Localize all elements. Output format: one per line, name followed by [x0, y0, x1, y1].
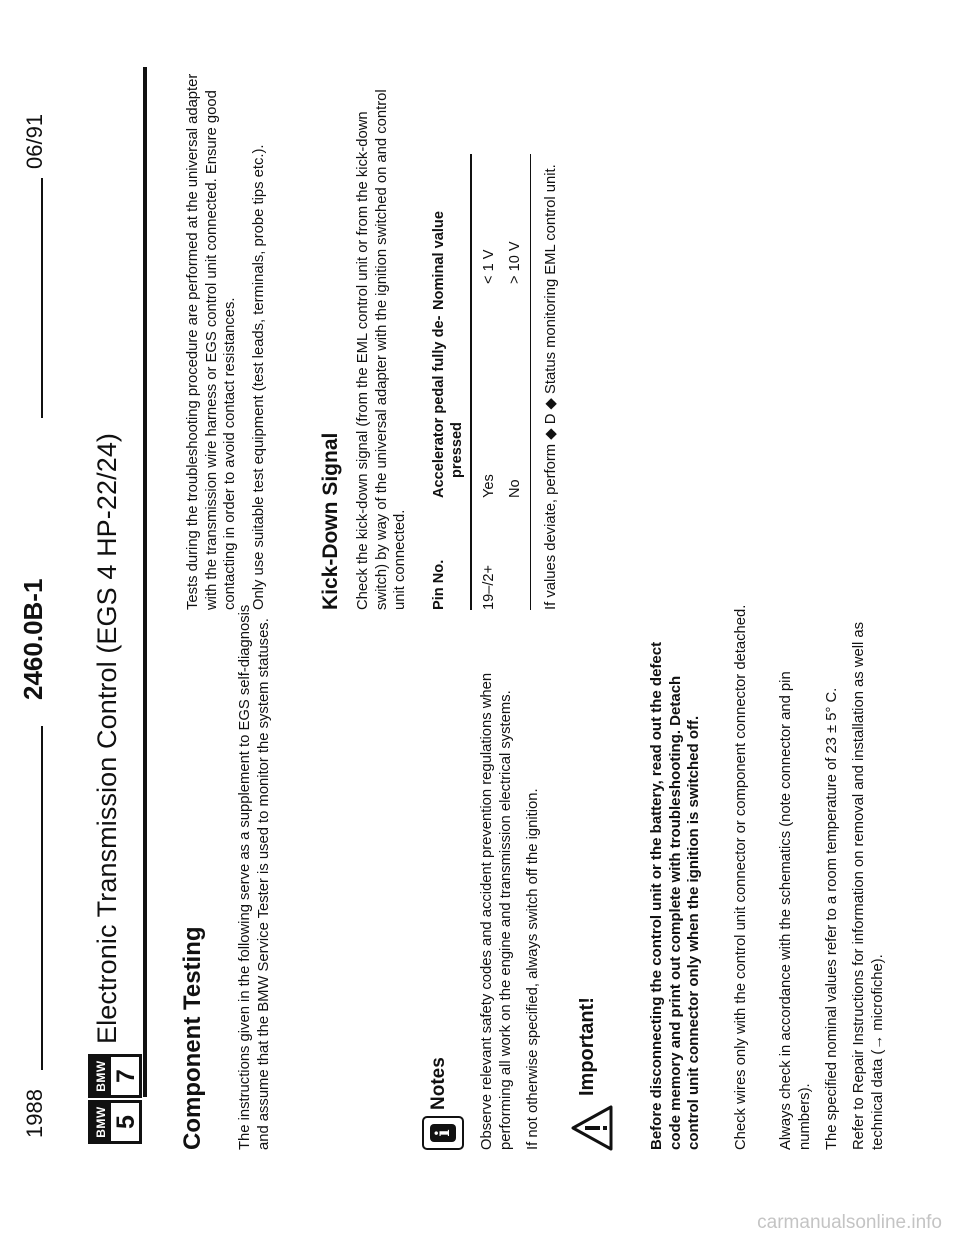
paragraph-equipment: Only use suitable test equipment (test leads, terminals, probe tips etc.). [251, 144, 267, 610]
paragraph-tests: Tests during the troubleshooting procedure are performed at the universal adapter with the transmission wire harness or EGS control unit connected. Ensure good contacting in order to avoid contact resistances. [185, 73, 238, 610]
bmw-7-badge [88, 1054, 142, 1098]
important-label: Important! [576, 997, 598, 1096]
pin-values-table [430, 154, 531, 610]
info-icon: i [422, 1116, 464, 1150]
paragraph-room-temperature: The specified nominal values refer to a room temperature of 23 ± 5° C. [824, 687, 840, 1150]
paragraph-kick-down: Check the kick-down signal (from the EML control unit or from the kick-down switch) by way of the universal adapter with the ignition switched on and control unit connected. [355, 89, 408, 610]
badge-series: 7 [112, 1069, 140, 1083]
notes-paragraph-ignition: If not otherwise specified, always switch off the ignition. [525, 788, 541, 1150]
table-row [471, 154, 500, 610]
watermark-text: carmanualsonline.info [757, 1212, 942, 1233]
header-rule-left [41, 178, 43, 418]
warning-triangle-icon [570, 1104, 614, 1152]
notes-label: Notes [428, 1057, 449, 1110]
cell-pedal: No [507, 479, 523, 498]
header-rule-right [41, 726, 43, 1070]
header-nominal-value: Nominal value [431, 211, 447, 310]
section-heading-kick-down: Kick-Down Signal [319, 432, 342, 610]
paragraph-repair-instructions: Refer to Repair Instructions for information on removal and installation as well as technical data (→ microfiche). [851, 621, 886, 1150]
badge-series: 5 [112, 1115, 140, 1129]
paragraph-check-wires: Check wires only with the control unit connector or component connector detached. [733, 604, 749, 1150]
header-reference: 2460.0B-1 [18, 578, 48, 700]
header-pin-no: Pin No. [431, 559, 447, 610]
cell-value: > 10 V [507, 241, 523, 284]
header-date: 06/91 [22, 113, 47, 169]
table-row [500, 154, 531, 610]
header-year: 1988 [22, 1089, 47, 1138]
important-warning-text: Before disconnecting the control unit or the battery, read out the defect code memory and print out complete with troubleshooting. Detach control unit connector only when the ignition is switched off. [648, 641, 702, 1150]
cell-pedal: Yes [481, 474, 497, 498]
title-rule [143, 67, 147, 1097]
badge-brand: BMW [91, 1057, 111, 1095]
document-title: Electronic Transmission Control (EGS 4 HP-22/24) [92, 432, 122, 1044]
cell-pin: 19–/2+ [481, 564, 497, 610]
table-header-row [430, 154, 471, 610]
intro-paragraph: The instructions given in the following serve as a supplement to EGS self-diagnosis and assume that the BMW Service Tester is used to monitor the system statuses. [237, 604, 272, 1150]
section-heading-component-testing: Component Testing [179, 926, 206, 1150]
cell-value: < 1 V [481, 249, 497, 284]
paragraph-schematics: Always check in accordance with the schematics (note connector and pin numbers). [778, 671, 813, 1150]
cell-pin [500, 498, 531, 610]
notes-paragraph-safety: Observe relevant safety codes and accident prevention regulations when performing all work on the engine and transmission electrical systems. [479, 672, 514, 1150]
paragraph-deviate: If values deviate, perform ◆ D ◆ Status monitoring EML control unit. [543, 164, 559, 610]
header-accelerator-pedal: Accelerator pedal fully de- pressed [431, 315, 465, 498]
badge-brand: BMW [91, 1103, 111, 1141]
bmw-5-badge [88, 1100, 142, 1144]
